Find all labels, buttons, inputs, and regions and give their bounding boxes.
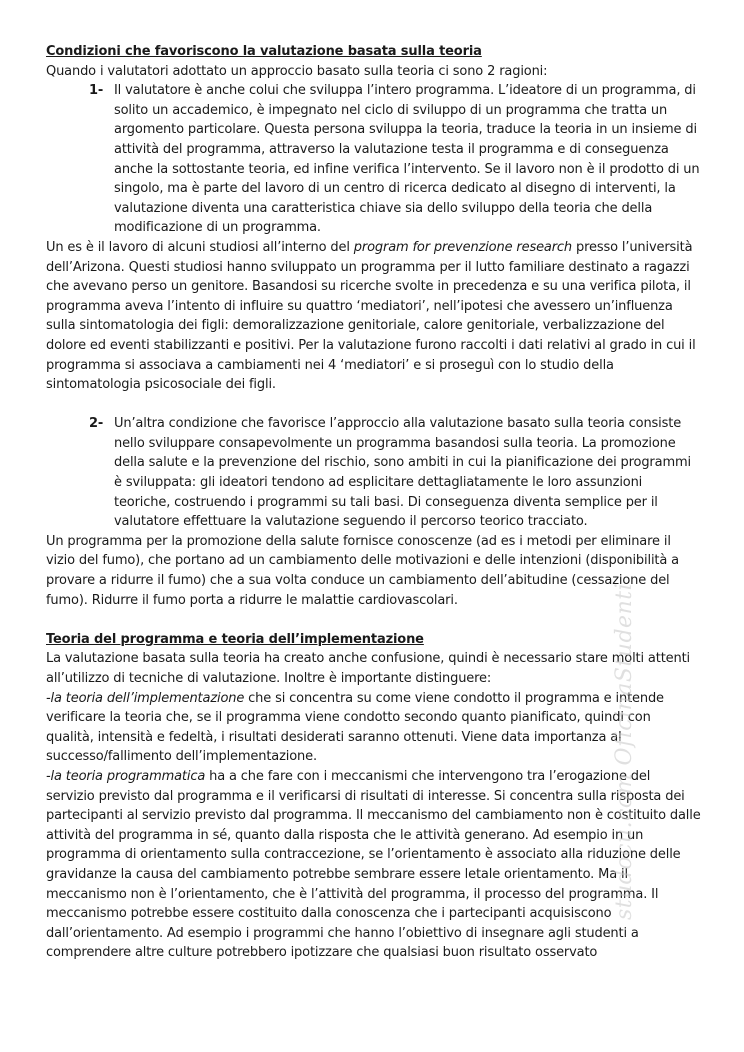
program-theory-paragraph bbox=[46, 767, 701, 963]
numbered-item-1 bbox=[46, 81, 701, 238]
section-heading-theory: Teoria del programma e teoria dell’implementazione bbox=[46, 631, 424, 647]
paragraph-spacer bbox=[46, 395, 701, 415]
program-theory-term: -la teoria programmatica bbox=[46, 768, 206, 784]
item-number: 2- bbox=[89, 416, 104, 432]
closing-paragraph: Un programma per la promozione della salute fornisce conoscenze (ad es i metodi per eliminare il vizio del fumo), che portano ad un cambiamento delle motivazioni e delle intenzioni (disponibilità a provare a ridurre il fumo) che a sua volta conduce un cambiamento dell’abitudine (cessazione del fumo). Ridurre il fumo porta a ridurre le malattie cardiovascolari. bbox=[46, 533, 679, 608]
numbered-item-2 bbox=[46, 414, 701, 532]
paragraph-spacer bbox=[46, 610, 701, 630]
item-text: Il valutatore è anche colui che sviluppa l’intero programma. L’ideatore di un programma, di solito un accademico, è impegnato nel ciclo di sviluppo di un programma che tratta un argomento particolare. Questa persona sviluppa la teoria, traduce la teoria in un insieme di attività del programma, attraverso la valutazione testa il programma e di conseguenza anche la sottostante teoria, ed infine verifica l’intervento. Se il lavoro non è il prodotto di un singolo, ma è parte del lavoro di un centro di ricerca dedicato al disegno di interventi, la valutazione diventa una caratteristica chiave sia dello sviluppo della teoria che della modificazione di un programma. bbox=[114, 83, 700, 236]
document-page bbox=[46, 42, 701, 963]
example-program-name: program for prevenzione research bbox=[353, 239, 573, 255]
item-text: Un’altra condizione che favorisce l’approccio alla valutazione basato sulla teoria consiste nello sviluppare consapevolmente un programma basandosi sulla teoria. La promozione della salute e la prevenzione del rischio, sono ambiti in cui la pianificazione dei programmi è sviluppata: gli ideatori tendono ad esplicitare dettagliatamente le loro assunzioni teoriche, costruendo i programmi su tali basi. Di conseguenza diventa semplice per il valutatore effettuare la valutazione seguendo il percorso teorico tracciato. bbox=[114, 416, 691, 530]
section-intro: Quando i valutatori adottato un approccio basato sulla teoria ci sono 2 ragioni: bbox=[46, 63, 548, 79]
watermark: studocu.com OficinaStudenti bbox=[612, 582, 637, 920]
example-text-end: presso l’università dell’Arizona. Questi studiosi hanno sviluppato un programma per il lutto familiare destinato a ragazzi che avevano perso un genitore. Basandosi su ricerche svolte in precedenza e su una verifica pilota, il programma aveva l’intento di influire su quattro ‘mediatori’, nell’ipotesi che avessero un’influenza sulla sintomatologia dei figli: demoralizzazione genitoriale, calore genitoriale, verbalizzazione del dolore ed eventi stabilizzanti e positivi. Per la valutazione furono raccolti i dati relativi al grado in cui il programma si associava a cambiamenti nei 4 ‘mediatori’ e si proseguì con lo studio della sintomatologia psicosociale dei figli. bbox=[46, 239, 696, 393]
item-number: 1- bbox=[89, 83, 104, 99]
example-paragraph bbox=[46, 238, 701, 395]
section-heading-conditions: Condizioni che favoriscono la valutazione basata sulla teoria bbox=[46, 44, 482, 59]
program-theory-text: ha a che fare con i meccanismi che intervengono tra l’erogazione del servizio previsto dal programma e il verificarsi di risultati di interesse. Si concentra sulla risposta dei partecipanti al servizio previsto dal programma. Il meccanismo del cambiamento non è costituito dalle attività del programma in sé, quanto dalla risposta che le attività generano. Ad esempio in un programma di orientamento sulla contraccezione, se l’orientamento è associato alla riduzione delle gravidanze la causa del cambiamento potrebbe sembrare essere letale orientamento. Ma il meccanismo non è l’orientamento, che è l’attività del programma, il processo del programma. Il meccanismo potrebbe essere costituito dalla conoscenza che i partecipanti acquisiscono dall’orientamento. Ad esempio i programmi che hanno l’obiettivo di insegnare agli studenti a comprendere altre culture potrebbero ipotizzare che qualsiasi buon risultato osservato bbox=[46, 768, 701, 961]
example-text-start: Un es è il lavoro di alcuni studiosi all’interno del bbox=[46, 239, 354, 255]
implementation-theory-paragraph bbox=[46, 689, 701, 767]
implementation-theory-term: -la teoria dell’implementazione bbox=[46, 690, 245, 706]
section-intro: La valutazione basata sulla teoria ha creato anche confusione, quindi è necessario stare molti attenti all’utilizzo di tecniche di valutazione. Inoltre è importante distinguere: bbox=[46, 651, 690, 686]
implementation-theory-text: che si concentra su come viene condotto il programma e intende verificare la teoria che, se il programma viene condotto secondo quanto pianificato, quindi con qualità, intensità e fedeltà, i risultati desiderati saranno ottenuti. Viene data importanza al successo/fallimento dell’implementazione. bbox=[46, 690, 664, 765]
